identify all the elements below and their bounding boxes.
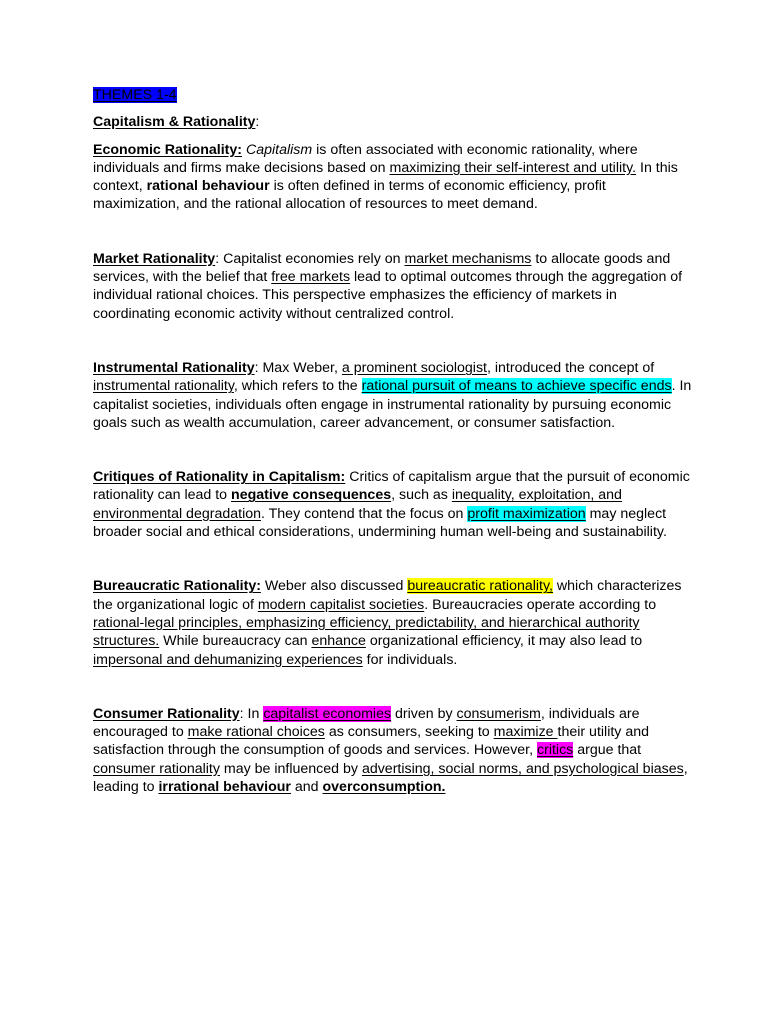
paragraph-consumer-rationality: Consumer Rationality: In capitalist economies driven by consumerism, individuals are encouraged to make rational choices as consumers, seeking to maximize their utility and satisfaction through the consumption of goods and services. However, critics argue that consumer rationality may be influenced by advertising, social norms, and psychological biases, leading to irrational behaviour and overconsumption. — [93, 705, 688, 796]
themes-title-highlight: THEMES 1-4 — [93, 87, 177, 103]
themes-title — [93, 86, 693, 104]
document-body — [93, 86, 693, 796]
paragraph-bureaucratic-rationality: Bureaucratic Rationality: Weber also discussed bureaucratic rationality, which characterizes the organizational logic of modern capitalist societies. Bureaucracies operate according to rational-legal principles, emphasizing efficiency, predictability, and hierarchical authority structures. While bureaucracy can enhance organizational efficiency, it may also lead to impersonal and dehumanizing experiences for individuals. — [93, 578, 682, 668]
section-heading-text: Capitalism & Rationality — [93, 114, 256, 131]
magenta-highlight: critics — [537, 742, 574, 759]
cyan-highlight: profit maximization — [467, 505, 586, 522]
critiques-label: Critiques of Rationality in Capitalism: — [93, 469, 346, 486]
cyan-highlight: rational pursuit of means to achieve specific ends — [361, 378, 672, 395]
paragraph-instrumental-rationality: Instrumental Rationality: Max Weber, a prominent sociologist, introduced the concept of instrumental rationality, which refers to the rational pursuit of means to achieve specific ends. In capitalist societies, individuals often engage in instrumental rationality by pursuing economic goals such as wealth accumulation, career advancement, or consumer satisfaction. — [93, 359, 692, 431]
bureaucratic-rationality-label: Bureaucratic Rationality: — [93, 578, 261, 595]
instrumental-rationality-label: Instrumental Rationality — [93, 359, 255, 376]
magenta-highlight: capitalist economies — [263, 705, 392, 722]
paragraph-critiques: Critiques of Rationality in Capitalism: Critics of capitalism argue that the pursuit of economic rationality can lead to negative consequences, such as inequality, exploitation, and environmental degradation. They contend that the focus on profit maximization may neglect broader social and ethical considerations, undermining human well-being and sustainability. — [93, 469, 690, 541]
economic-rationality-label: Economic Rationality: — [93, 141, 242, 158]
consumer-rationality-label: Consumer Rationality — [93, 705, 240, 722]
market-rationality-label: Market Rationality — [93, 250, 216, 267]
yellow-highlight: bureaucratic rationality, — [407, 578, 553, 595]
paragraph-market-rationality: Market Rationality: Capitalist economies rely on market mechanisms to allocate goods and services, with the belief that free markets lead to optimal outcomes through the aggregation of individual rational choices. This perspective emphasizes the efficiency of markets in coordinating economic activity without centralized control. — [93, 250, 683, 322]
paragraph-economic-rationality: Economic Rationality: Capitalism is often associated with economic rationality, where individuals and firms make decisions based on maximizing their self-interest and utility. In this context, rational behaviour is often defined in terms of economic efficiency, profit maximization, and the rational allocation of resources to meet demand. — [93, 141, 678, 213]
section-heading: Capitalism & Rationality: — [93, 114, 260, 131]
